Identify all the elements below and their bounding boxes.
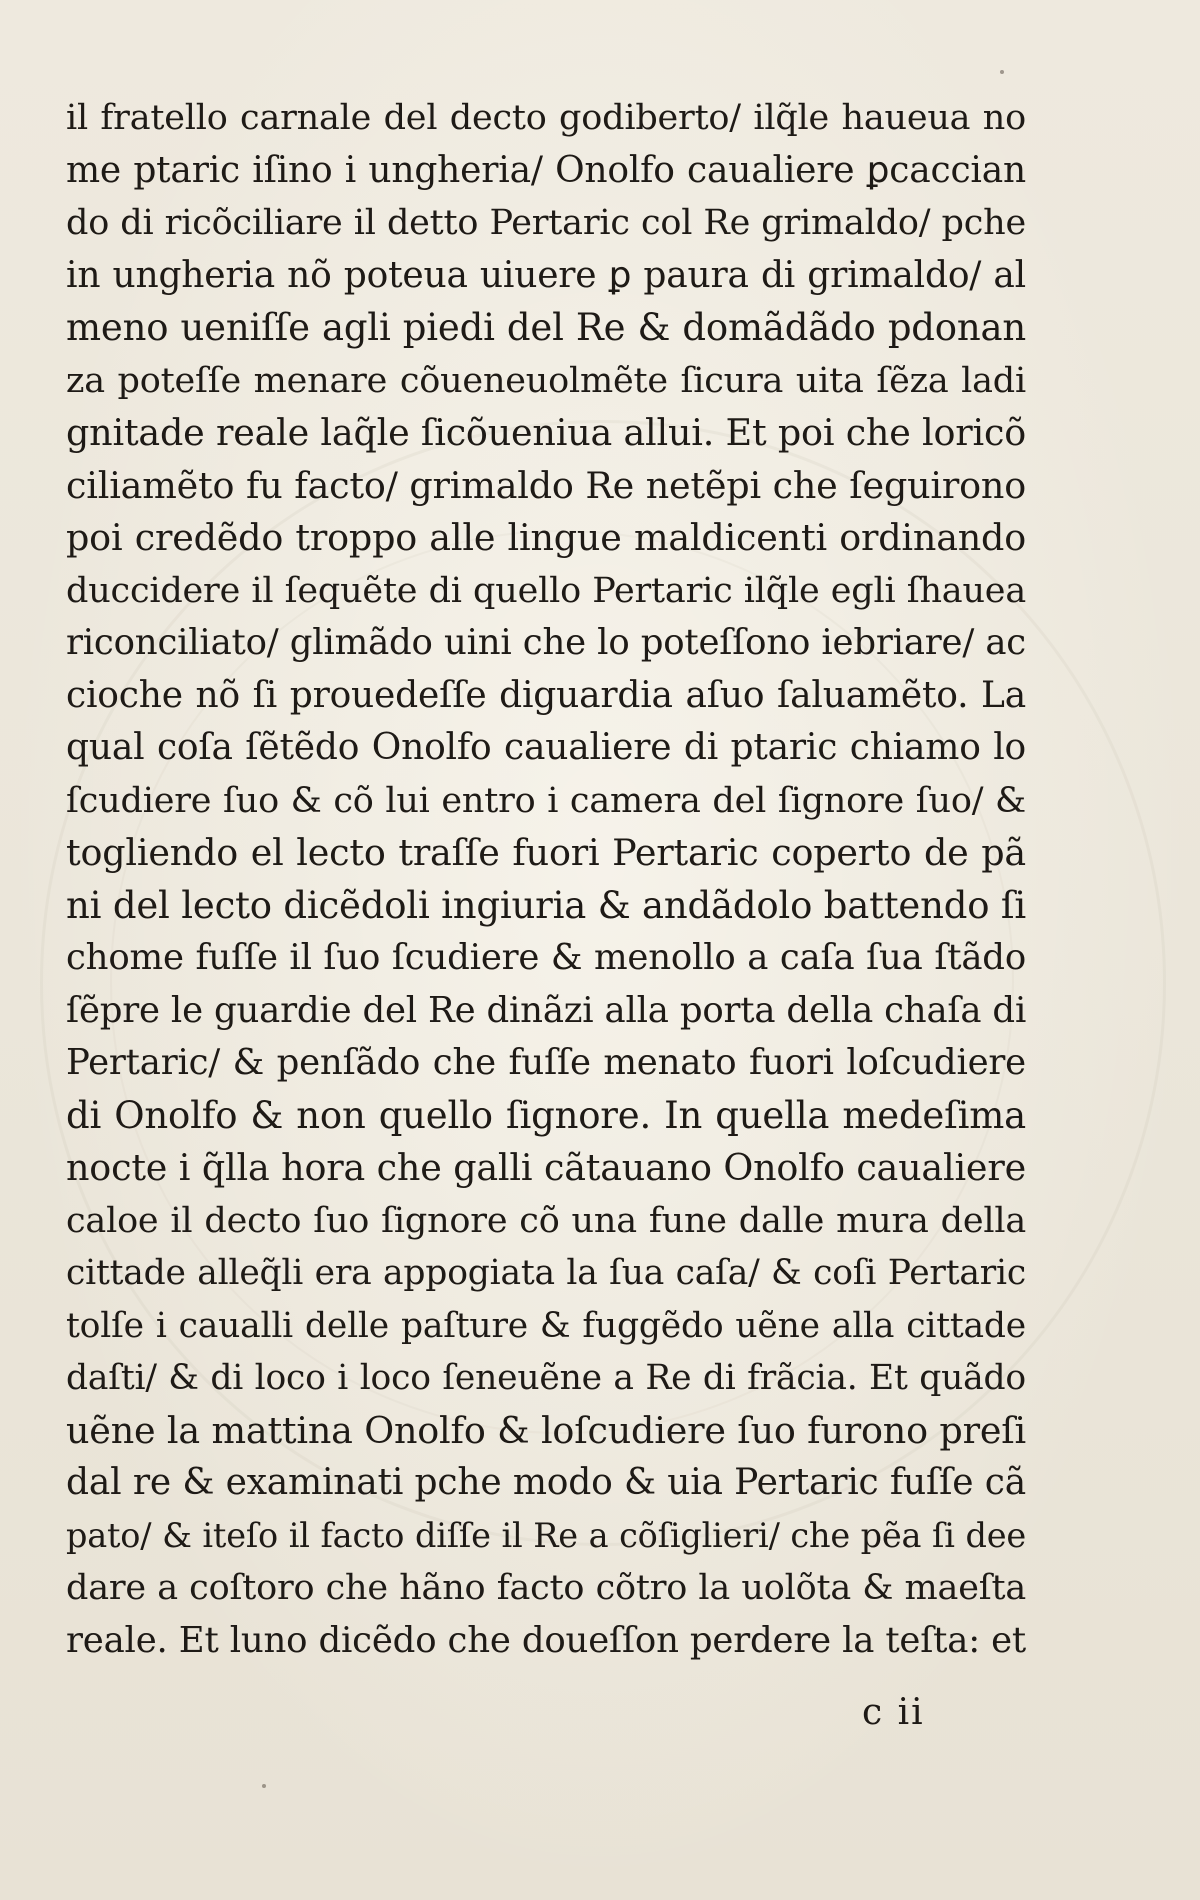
text-line: in ungheria nõ poteua uiuere ꝑ paura di grimaldo/ al [66, 254, 1026, 296]
text-line: duccidere il ſequẽte di quello Pertaric ilq̃le egli ſhauea [66, 570, 1026, 611]
text-line: caloe il decto ſuo ſignore cõ una fune dalle mura della [66, 1200, 1026, 1241]
text-line: do di ricõciliare il detto Pertaric col Re grimaldo/ pche [66, 203, 1026, 243]
text-line: nocte i q̃lla hora che galli cãtauano Onolfo caualiere [66, 1146, 1026, 1189]
text-line: ni del lecto dicẽdoli ingiuria & andãdolo battendo ſi [66, 883, 1026, 927]
text-line: cioche nõ ſi prouedeſſe diguardia aſuo ſaluamẽto. La [66, 674, 1026, 716]
text-line: meno ueniſſe agli piedi del Re & domãdãdo pdonan [66, 306, 1026, 349]
signature-mark: c ii [862, 1692, 925, 1733]
text-line: di Onolfo & non quello ſignore. In quella medeſima [66, 1093, 1026, 1137]
text-line: reale. Et luno dicẽdo che doueſſon perdere la teſta: et [66, 1619, 1026, 1661]
text-line: ciliamẽto fu facto/ grimaldo Re netẽpi che ſeguirono [66, 463, 1026, 507]
text-line: qual coſa ſẽtẽdo Onolfo caualiere di ptaric chiamo lo [66, 727, 1026, 768]
text-line: tolſe i caualli delle paſture & fuggẽdo uẽne alla cittade [66, 1305, 1026, 1346]
ink-speck [1000, 70, 1004, 74]
text-line: poi credẽdo troppo alle lingue maldicenti ordinando [66, 516, 1026, 559]
text-line: Pertaric/ & penſãdo che fuſſe menato fuori loſcudiere [66, 1042, 1026, 1083]
text-line: daſti/ & di loco i loco ſeneuẽne a Re di frãcia. Et quãdo [66, 1358, 1026, 1398]
body-text [66, 92, 1026, 1667]
ink-speck [262, 1784, 266, 1788]
text-line: uẽne la mattina Onolfo & loſcudiere ſuo furono preſi [66, 1408, 1026, 1452]
text-line: cittade alleq̃li era appogiata la ſua caſa/ & coſi Pertaric [66, 1253, 1026, 1293]
text-line: za poteſſe menare cõueneuolmẽte ſicura uita ſẽza ladi [66, 360, 1026, 401]
text-line: togliendo el lecto traſſe fuori Pertaric coperto de pã [66, 831, 1026, 874]
text-line: me ptaric iſino i ungheria/ Onolfo caualiere ꝑcaccian [66, 149, 1026, 191]
text-line: ſcudiere ſuo & cõ lui entro i camera del ſignore ſuo/ & [66, 780, 1026, 821]
text-line: ſẽpre le guardie del Re dinãzi alla porta della chaſa di [66, 989, 1027, 1031]
text-line: pato/ & iteſo il facto diſſe il Re a cõſiglieri/ che pẽa ſi dee [66, 1515, 1026, 1555]
text-line: chome fuſſe il ſuo ſcudiere & menollo a caſa ſua ſtãdo [66, 937, 1026, 978]
text-line: dare a coſtoro che hãno facto cõtro la uolõta & maeſta [66, 1568, 1026, 1608]
text-line: il fratello carnale del decto godiberto/ ilq̃le haueua no [66, 98, 1026, 138]
text-line: gnitade reale laq̃le ſicõueniua allui. Et poi che loricõ [66, 411, 1027, 454]
text-line: dal re & examinati pche modo & uia Pertaric fuſſe cã [66, 1462, 1026, 1503]
text-line: riconciliato/ glimãdo uini che lo poteſſono iebriare/ ac [66, 622, 1026, 663]
